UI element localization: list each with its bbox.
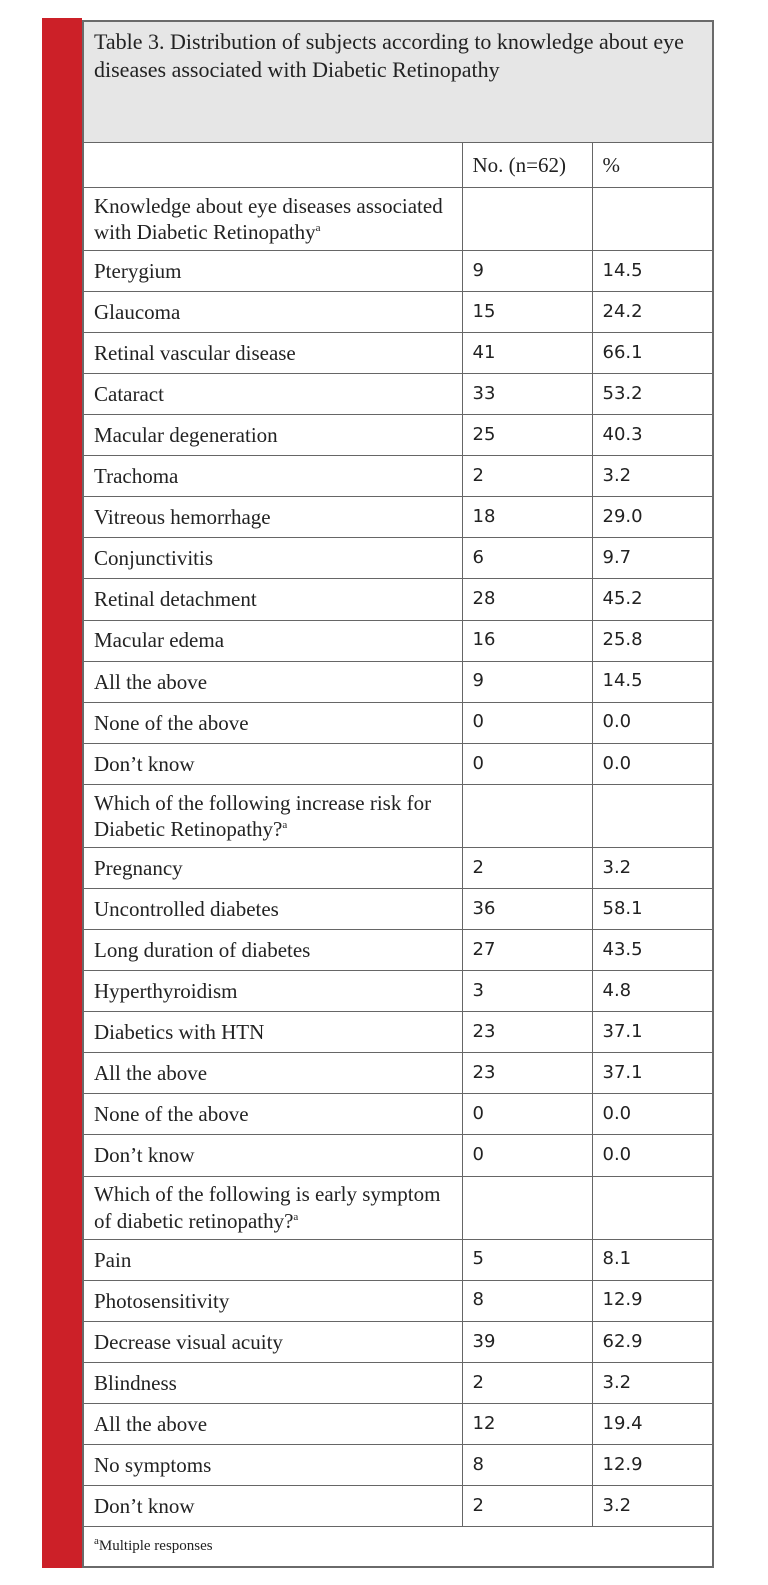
section-empty-no (462, 1176, 592, 1239)
row-count: 5 (462, 1239, 592, 1280)
row-label: No symptoms (84, 1445, 462, 1486)
table-row (84, 1239, 712, 1280)
table-row (84, 971, 712, 1012)
table-row (84, 1445, 712, 1486)
row-percent: 19.4 (592, 1403, 712, 1444)
row-label: Macular degeneration (84, 415, 462, 456)
table-row (84, 1362, 712, 1403)
row-label: Trachoma (84, 456, 462, 497)
row-percent: 12.9 (592, 1445, 712, 1486)
footnote-mark: a (293, 1210, 299, 1223)
row-count: 23 (462, 1053, 592, 1094)
row-percent: 66.1 (592, 333, 712, 374)
row-percent: 0.0 (592, 1094, 712, 1135)
row-count: 9 (462, 661, 592, 702)
row-percent: 58.1 (592, 889, 712, 930)
table-row (84, 250, 712, 291)
row-label: All the above (84, 661, 462, 702)
table-row (84, 1280, 712, 1321)
row-label: Don’t know (84, 743, 462, 784)
row-percent: 8.1 (592, 1239, 712, 1280)
table-row (84, 579, 712, 620)
row-count: 23 (462, 1012, 592, 1053)
row-count: 33 (462, 374, 592, 415)
row-count: 27 (462, 930, 592, 971)
row-count: 0 (462, 743, 592, 784)
row-percent: 25.8 (592, 620, 712, 661)
row-percent: 37.1 (592, 1012, 712, 1053)
section-header-row (84, 1176, 712, 1239)
row-count: 3 (462, 971, 592, 1012)
section-empty-no (462, 187, 592, 250)
row-count: 25 (462, 415, 592, 456)
table-caption: Table 3. Distribution of subjects according to knowledge about eye diseases associated with Diabetic Retinopathy (84, 22, 712, 143)
section-title (84, 784, 462, 847)
table-row (84, 661, 712, 702)
row-label: Glaucoma (84, 291, 462, 332)
row-percent: 12.9 (592, 1280, 712, 1321)
table-row (84, 1135, 712, 1176)
row-label: None of the above (84, 1094, 462, 1135)
row-count: 0 (462, 1094, 592, 1135)
row-count: 41 (462, 333, 592, 374)
footnote-row (84, 1527, 712, 1566)
table-row (84, 702, 712, 743)
section-empty-pct (592, 1176, 712, 1239)
row-count: 36 (462, 889, 592, 930)
row-percent: 0.0 (592, 743, 712, 784)
row-label: Uncontrolled diabetes (84, 889, 462, 930)
row-percent: 62.9 (592, 1321, 712, 1362)
table-row (84, 497, 712, 538)
row-count: 18 (462, 497, 592, 538)
row-count: 9 (462, 250, 592, 291)
table-row (84, 1321, 712, 1362)
row-count: 2 (462, 456, 592, 497)
row-count: 0 (462, 1135, 592, 1176)
row-label: Don’t know (84, 1135, 462, 1176)
section-header-row (84, 784, 712, 847)
header-pct: % (592, 143, 712, 188)
row-percent: 3.2 (592, 1362, 712, 1403)
row-percent: 24.2 (592, 291, 712, 332)
section-title-text: Knowledge about eye diseases associated with Diabetic Retinopathy (94, 193, 443, 244)
row-percent: 53.2 (592, 374, 712, 415)
table-row (84, 1053, 712, 1094)
row-label: Vitreous hemorrhage (84, 497, 462, 538)
row-label: None of the above (84, 702, 462, 743)
header-no: No. (n=62) (462, 143, 592, 188)
section-empty-no (462, 784, 592, 847)
footnote (84, 1527, 712, 1566)
row-percent: 43.5 (592, 930, 712, 971)
row-percent: 45.2 (592, 579, 712, 620)
header-row (84, 143, 712, 188)
footnote-mark: a (315, 221, 321, 234)
row-count: 16 (462, 620, 592, 661)
row-label: Blindness (84, 1362, 462, 1403)
row-label: Retinal vascular disease (84, 333, 462, 374)
footnote-text: Multiple responses (98, 1538, 213, 1555)
row-label: All the above (84, 1053, 462, 1094)
row-count: 12 (462, 1403, 592, 1444)
table-row (84, 456, 712, 497)
row-label: Don’t know (84, 1486, 462, 1527)
section-header-row (84, 187, 712, 250)
table-row (84, 1012, 712, 1053)
row-count: 28 (462, 579, 592, 620)
row-count: 2 (462, 1486, 592, 1527)
footnote-mark: a (282, 818, 288, 831)
row-percent: 9.7 (592, 538, 712, 579)
table-row (84, 930, 712, 971)
row-label: Hyperthyroidism (84, 971, 462, 1012)
footnote-mark: a (94, 1535, 99, 1548)
section-title-text: Which of the following is early symptom of diabetic retinopathy? (94, 1182, 441, 1233)
row-label: Pregnancy (84, 847, 462, 888)
row-count: 39 (462, 1321, 592, 1362)
accent-bar (42, 18, 82, 1568)
row-count: 8 (462, 1445, 592, 1486)
table-row (84, 415, 712, 456)
section-empty-pct (592, 784, 712, 847)
section-title-text: Which of the following increase risk for Diabetic Retinopathy? (94, 790, 432, 841)
row-count: 2 (462, 847, 592, 888)
section-empty-pct (592, 187, 712, 250)
row-label: Cataract (84, 374, 462, 415)
table-row (84, 374, 712, 415)
row-label: Retinal detachment (84, 579, 462, 620)
row-percent: 0.0 (592, 1135, 712, 1176)
row-label: Pterygium (84, 250, 462, 291)
table-row (84, 1094, 712, 1135)
row-count: 15 (462, 291, 592, 332)
row-percent: 40.3 (592, 415, 712, 456)
row-label: Diabetics with HTN (84, 1012, 462, 1053)
row-percent: 14.5 (592, 661, 712, 702)
row-count: 0 (462, 702, 592, 743)
table-row (84, 1403, 712, 1444)
table-row (84, 1486, 712, 1527)
table-row (84, 291, 712, 332)
row-label: All the above (84, 1403, 462, 1444)
row-percent: 29.0 (592, 497, 712, 538)
row-percent: 4.8 (592, 971, 712, 1012)
row-percent: 3.2 (592, 847, 712, 888)
row-percent: 3.2 (592, 1486, 712, 1527)
table-row (84, 889, 712, 930)
row-count: 2 (462, 1362, 592, 1403)
row-percent: 14.5 (592, 250, 712, 291)
row-label: Long duration of diabetes (84, 930, 462, 971)
table-row (84, 620, 712, 661)
row-percent: 3.2 (592, 456, 712, 497)
section-title (84, 187, 462, 250)
section-title (84, 1176, 462, 1239)
table-row (84, 333, 712, 374)
table-row (84, 743, 712, 784)
table-row (84, 538, 712, 579)
row-label: Conjunctivitis (84, 538, 462, 579)
row-label: Decrease visual acuity (84, 1321, 462, 1362)
row-count: 8 (462, 1280, 592, 1321)
row-count: 6 (462, 538, 592, 579)
row-label: Photosensitivity (84, 1280, 462, 1321)
row-label: Macular edema (84, 620, 462, 661)
table-container (82, 20, 714, 1568)
header-label (84, 143, 462, 188)
data-table (84, 22, 712, 1566)
row-percent: 0.0 (592, 702, 712, 743)
row-label: Pain (84, 1239, 462, 1280)
row-percent: 37.1 (592, 1053, 712, 1094)
table-row (84, 847, 712, 888)
